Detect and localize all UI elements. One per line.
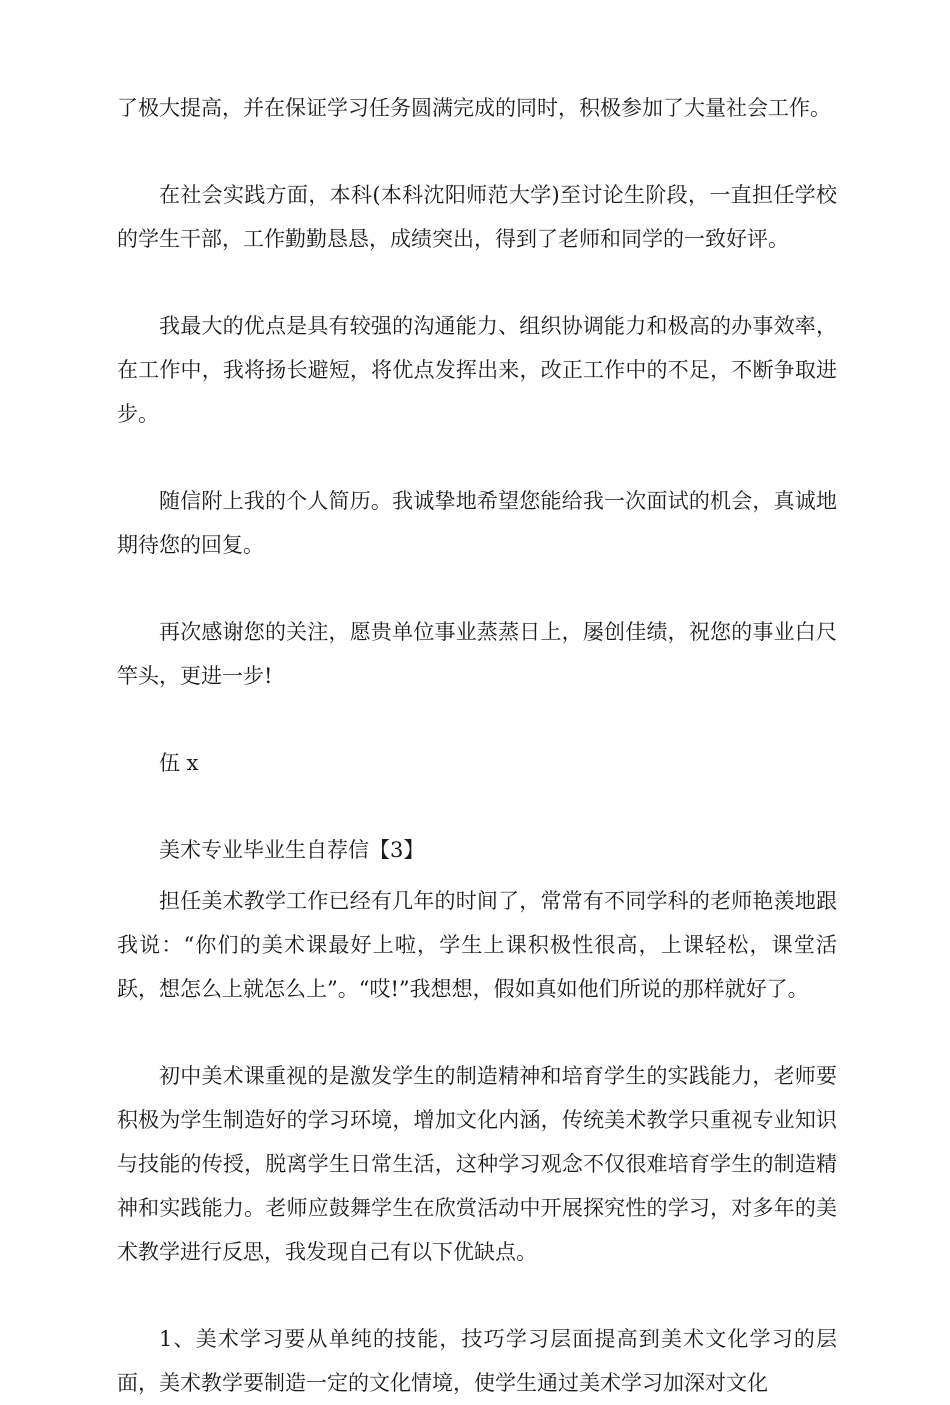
paragraph-middle-school-art: 初中美术课重视的是激发学生的制造精神和培育学生的实践能力，老师要积极为学生制造好的学习环境，增加文化内涵，传统美术教学只重视专业知识与技能的传授，脱离学生日常生活，这种学习观念不仅很难培育学生的制造精神和实践能力。老师应鼓舞学生在欣赏活动中开展探究性的学习，对多年的美术教学进行反思，我发现自己有以下优缺点。 [117,1064,837,1264]
paragraph-continuation: 了极大提高，并在保证学习任务圆满完成的同时，积极参加了大量社会工作。 [117,96,831,120]
paragraph-resume-attached: 随信附上我的个人简历。我诚挚地希望您能给我一次面试的机会，真诚地期待您的回复。 [117,489,837,557]
document-body [117,86,837,1405]
paragraph-social-practice: 在社会实践方面，本科(本科沈阳师范大学)至讨论生阶段，一直担任学校的学生干部，工作勤勤恳恳，成绩突出，得到了老师和同学的一致好评。 [117,183,837,251]
signature: 伍 x [159,751,199,775]
section-title: 美术专业毕业生自荐信【3】 [159,838,425,862]
paragraph-point-1: 1、美术学习要从单纯的技能，技巧学习层面提高到美术文化学习的层面，美术教学要制造一定的文化情境，使学生通过美术学习加深对文化 [117,1327,837,1395]
paragraph-strengths: 我最大的优点是具有较强的沟通能力、组织协调能力和极高的办事效率，在工作中，我将扬长避短，将优点发挥出来，改正工作中的不足，不断争取进步。 [117,314,837,426]
paragraph-art-teaching: 担任美术教学工作已经有几年的时间了，常常有不同学科的老师艳羡地跟我说：“你们的美术课最好上啦，学生上课积极性很高，上课轻松，课堂活跃，想怎么上就怎么上”。“哎!”我想想，假如真如他们所说的那样就好了。 [117,889,837,1001]
paragraph-thanks: 再次感谢您的关注，愿贵单位事业蒸蒸日上，屡创佳绩，祝您的事业白尺竿头，更进一步! [117,620,837,688]
